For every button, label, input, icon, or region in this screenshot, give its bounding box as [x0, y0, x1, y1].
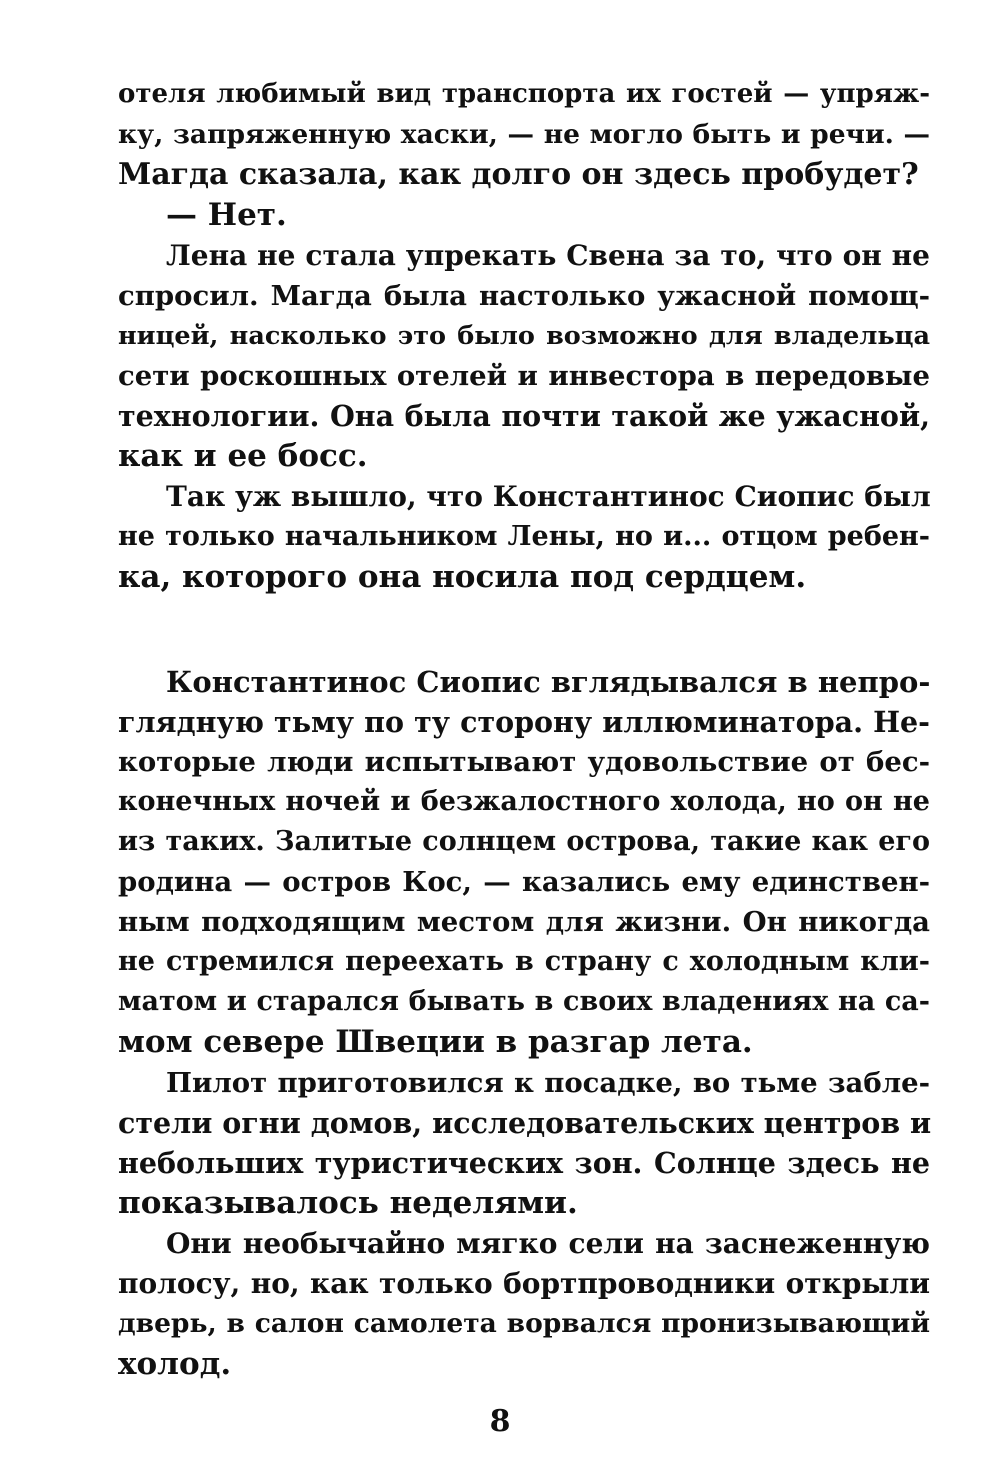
text-line: полосу, но, как только бортпроводники открыли [118, 1267, 930, 1300]
text-line: отеля любимый вид транспорта их гостей — упряж- [118, 79, 930, 109]
text-line: не стремился переехать в страну с холодным кли- [118, 946, 930, 977]
text-line: ницей, насколько это было возможно для владельца [118, 321, 930, 351]
text-line: мом севере Швеции в разгар лета. [118, 1024, 753, 1060]
text-line: не только начальником Лены, но и... отцом ребен- [118, 521, 930, 552]
text-line: — Нет. [166, 197, 287, 233]
text-line: родина — остров Кос, — казались ему единствен- [118, 866, 930, 898]
text-line: Константинос Сиопис вглядывался в непро- [166, 665, 931, 699]
text-line: матом и старался бывать в своих владениях на са- [118, 986, 930, 1017]
text-line: холод. [118, 1346, 232, 1382]
text-line: которые люди испытывают удовольствие от бес- [118, 746, 930, 778]
text-line: показывалось неделями. [118, 1185, 578, 1221]
text-line: Магда сказала, как долго он здесь пробудет? [118, 157, 919, 192]
text-line: Пилот приготовился к посадке, во тьме забле- [166, 1067, 930, 1099]
text-line: спросил. Магда была настолько ужасной помощ- [118, 280, 930, 312]
text-line: сети роскошных отелей и инвестора в передовые [118, 360, 930, 392]
text-line: Лена не стала упрекать Свена за то, что он не [166, 239, 930, 272]
text-line: ка, которого она носила под сердцем. [118, 559, 807, 595]
text-line: технологии. Она была почти такой же ужасной, [118, 399, 930, 433]
text-line: дверь, в салон самолета ворвался пронизывающий [118, 1308, 930, 1339]
text-line: как и ее босс. [118, 438, 368, 474]
text-line: Они необычайно мягко сели на заснеженную [166, 1227, 930, 1260]
text-line: глядную тьму по ту сторону иллюминатора. Не- [118, 705, 930, 739]
text-line: из таких. Залитые солнцем острова, такие как его [118, 826, 930, 857]
text-line: Так уж вышло, что Константинос Сиопис был [166, 480, 931, 513]
text-line: небольших туристических зон. Солнце здесь не [118, 1146, 930, 1180]
text-line: стели огни домов, исследовательских центров и [118, 1106, 932, 1140]
text-line: ку, запряженную хаски, — не могло быть и речи. — [118, 119, 930, 150]
text-line: ным подходящим местом для жизни. Он никогда [118, 906, 930, 938]
page-number: 8 [489, 1404, 511, 1439]
text-line: конечных ночей и безжалостного холода, но он не [118, 786, 930, 817]
